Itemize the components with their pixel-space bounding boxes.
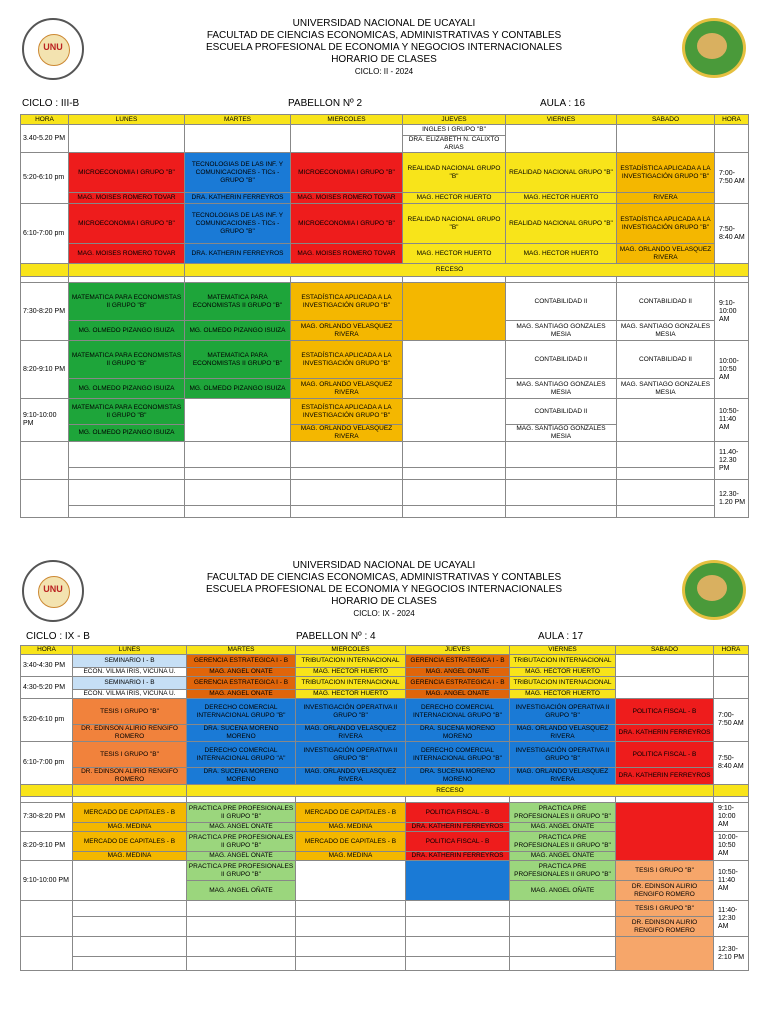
table-row bbox=[21, 480, 749, 506]
schedule-title: HORARIO DE CLASES bbox=[331, 54, 437, 65]
class-cell: INVESTIGACIÓN OPERATIVA II GRUPO "B" bbox=[510, 742, 616, 768]
teacher-cell: DRA. SUCENA MORENO MORENO bbox=[406, 725, 510, 742]
teacher-cell: DR. EDINSON ALIRIO RENGIFO ROMERO bbox=[616, 881, 714, 901]
teacher-cell: MAG. MOISES ROMERO TOVAR bbox=[69, 193, 185, 204]
table-row bbox=[21, 725, 749, 742]
table-row bbox=[21, 768, 749, 785]
class-cell: TESIS I GRUPO "B" bbox=[616, 861, 714, 881]
teacher-cell: DRA. KATHERIN FERREYROS bbox=[616, 768, 714, 785]
teacher-cell: DRA. KATHERIN FERREYROS bbox=[185, 193, 291, 204]
teacher-cell: DR. EDINSON ALIRIO RENGIFO ROMERO bbox=[73, 725, 187, 742]
time-cell: 7:30-8:20 PM bbox=[21, 803, 73, 832]
ciclo-label: CICLO : IX - B bbox=[26, 631, 90, 642]
class-cell: TRIBUTACION INTERNACIONAL bbox=[296, 677, 406, 690]
teacher-cell: MAG. SANTIAGO GONZALES MESIA bbox=[506, 379, 617, 399]
teacher-cell: MAG. MOISES ROMERO TOVAR bbox=[69, 244, 185, 264]
time-cell-right: 9:10-10:00 AM bbox=[714, 803, 749, 832]
time-cell-right: 9:10-10:00 AM bbox=[715, 283, 749, 341]
teacher-cell: MAG. SANTIAGO GONZALES MESIA bbox=[617, 379, 715, 399]
class-cell: ESTADÍSTICA APLICADA A LA INVESTIGACIÓN GRUPO "B" bbox=[291, 283, 403, 321]
teacher-cell: MAG. MOISES ROMERO TOVAR bbox=[291, 244, 403, 264]
schedule-title: HORARIO DE CLASES bbox=[331, 596, 437, 607]
table-row bbox=[21, 861, 749, 881]
teacher-cell: MAG. ORLANDO VELASQUEZ RIVERA bbox=[296, 768, 406, 785]
class-cell: TECNOLOGIAS DE LAS INF. Y COMUNICACIONES - TICs - GRUPO "B" bbox=[185, 204, 291, 244]
class-cell: MATEMATICA PARA ECONOMISTAS II GRUPO "B" bbox=[69, 283, 185, 321]
time-cell: 3:40-4:30 PM bbox=[21, 655, 73, 677]
table-row bbox=[21, 742, 749, 768]
teacher-cell: DRA. SUCENA MORENO MORENO bbox=[406, 768, 510, 785]
class-cell: MICROECONOMIA I GRUPO "B" bbox=[291, 153, 403, 193]
class-cell: TRIBUTACION INTERNACIONAL bbox=[296, 655, 406, 668]
class-cell: INVESTIGACIÓN OPERATIVA II GRUPO "B" bbox=[510, 699, 616, 725]
class-cell: INGLES I GRUPO "B" bbox=[403, 125, 506, 136]
teacher-cell: MAG. ANGEL OÑATE bbox=[510, 823, 616, 832]
header-row bbox=[21, 646, 749, 655]
time-cell: 6:10-7:00 pm bbox=[21, 742, 73, 785]
teacher-cell: DRA. KATHERIN FERREYROS bbox=[406, 823, 510, 832]
school-name: ESCUELA PROFESIONAL DE ECONOMIA Y NEGOCIOS INTERNACIONALES bbox=[205, 42, 562, 53]
faculty-name: FACULTAD DE CIENCIAS ECONOMICAS, ADMINISTRATIVAS Y CONTABLES bbox=[206, 572, 562, 583]
teacher-cell: DR. EDINSON ALIRIO RENGIFO ROMERO bbox=[73, 768, 187, 785]
teacher-cell: RIVERA bbox=[617, 193, 715, 204]
class-cell: REALIDAD NACIONAL GRUPO "B" bbox=[506, 204, 617, 244]
teacher-cell: MAG. HECTOR HUERTO bbox=[506, 244, 617, 264]
col-miercoles: MIERCOLES bbox=[296, 646, 406, 655]
table-row bbox=[21, 655, 749, 668]
teacher-cell: MAG. ANGEL OÑATE bbox=[187, 852, 296, 861]
time-cell: 8:20-9:10 PM bbox=[21, 341, 69, 399]
col-miercoles: MIERCOLES bbox=[291, 115, 403, 125]
table-row bbox=[21, 699, 749, 725]
time-cell-right: 10:00-10:50 AM bbox=[714, 832, 749, 861]
receso-label: RECESO bbox=[185, 264, 715, 277]
time-cell: 8:20-9:10 PM bbox=[21, 832, 73, 861]
time-cell-right: 10:50-11:40 AM bbox=[714, 861, 749, 901]
col-jueves: JUEVES bbox=[406, 646, 510, 655]
teacher-cell: MAG. HECTOR HUERTO bbox=[403, 193, 506, 204]
class-cell: DERECHO COMERCIAL INTERNACIONAL GRUPO "B" bbox=[406, 742, 510, 768]
table-row bbox=[21, 341, 749, 379]
col-viernes: VIERNES bbox=[510, 646, 616, 655]
time-cell: 4:30-5:20 PM bbox=[21, 677, 73, 699]
table-row bbox=[21, 937, 749, 957]
teacher-cell: MAG. HECTOR HUERTO bbox=[403, 244, 506, 264]
class-cell: ESTADÍSTICA APLICADA A LA INVESTIGACIÓN GRUPO "B" bbox=[617, 153, 715, 193]
time-cell-right: 11:40-12:30 AM bbox=[714, 901, 749, 937]
col-hora-right: HORA bbox=[714, 646, 749, 655]
time-cell-right: 12:30-2:10 PM bbox=[714, 937, 749, 971]
class-cell: TESIS I GRUPO "B" bbox=[73, 699, 187, 725]
class-cell: CONTABILIDAD II bbox=[506, 399, 617, 425]
teacher-cell: MAG. ORLANDO VELASQUEZ RIVERA bbox=[617, 244, 715, 264]
teacher-cell: ECON. VILMA IRIS, VICUÑA U. bbox=[73, 668, 187, 677]
teacher-cell: MAG. SANTIAGO GONZALES MESIA bbox=[617, 321, 715, 341]
time-cell: 9:10-10:00 PM bbox=[21, 861, 73, 901]
class-cell: POLITICA FISCAL - B bbox=[406, 832, 510, 852]
col-hora: HORA bbox=[21, 115, 69, 125]
class-cell: REALIDAD NACIONAL GRUPO "B" bbox=[506, 153, 617, 193]
teacher-cell: MG. OLMEDO PIZANGO ISUIZA bbox=[185, 321, 291, 341]
class-cell: POLITICA FISCAL - B bbox=[406, 803, 510, 823]
teacher-cell: MAG. SANTIAGO GONZALES MESIA bbox=[506, 321, 617, 341]
class-cell: MICROECONOMIA I GRUPO "B" bbox=[291, 204, 403, 244]
teacher-cell: MG. OLMEDO PIZANGO ISUIZA bbox=[185, 379, 291, 399]
col-martes: MARTES bbox=[185, 115, 291, 125]
teacher-cell: MAG. HECTOR HUERTO bbox=[506, 193, 617, 204]
class-cell: PRACTICA PRE PROFESIONALES II GRUPO "B" bbox=[510, 803, 616, 823]
teacher-cell: MAG. ANGEL OÑATE bbox=[187, 823, 296, 832]
class-cell: ESTADÍSTICA APLICADA A LA INVESTIGACIÓN GRUPO "B" bbox=[291, 341, 403, 379]
class-cell: CONTABILIDAD II bbox=[506, 341, 617, 379]
table-row bbox=[21, 506, 749, 518]
teacher-cell: DRA. SUCENA MORENO MORENO bbox=[187, 725, 296, 742]
class-cell: GERENCIA ESTRATEGICA I - B bbox=[406, 677, 510, 690]
table-row bbox=[21, 917, 749, 937]
class-cell: MERCADO DE CAPITALES - B bbox=[296, 832, 406, 852]
table-row bbox=[21, 399, 749, 425]
teacher-cell: MAG. HECTOR HUERTO bbox=[296, 690, 406, 699]
time-cell-right: 10:50-11:40 AM bbox=[715, 399, 749, 442]
class-cell: POLITICA FISCAL - B bbox=[616, 699, 714, 725]
class-cell: MATEMATICA PARA ECONOMISTAS II GRUPO "B" bbox=[69, 341, 185, 379]
class-cell: TECNOLOGIAS DE LAS INF. Y COMUNICACIONES - TICs - GRUPO "B" bbox=[185, 153, 291, 193]
time-cell-right: 7:00-7:50 AM bbox=[715, 153, 749, 204]
time-cell: 9:10-10:00 PM bbox=[21, 399, 69, 442]
class-cell: MATEMATICA PARA ECONOMISTAS II GRUPO "B" bbox=[69, 399, 185, 425]
teacher-cell: MAG. MOISES ROMERO TOVAR bbox=[291, 193, 403, 204]
time-cell: 6:10-7:00 pm bbox=[21, 204, 69, 264]
class-cell: TESIS I GRUPO "B" bbox=[616, 901, 714, 917]
time-cell-right: 10:00-10:50 AM bbox=[715, 341, 749, 399]
class-cell: TRIBUTACION INTERNACIONAL bbox=[510, 655, 616, 668]
teacher-cell: MAG. ANGEL OÑATE bbox=[510, 881, 616, 901]
pabellon-label: PABELLON Nº : 4 bbox=[296, 631, 376, 642]
table-row bbox=[21, 803, 749, 823]
teacher-cell: MAG. ORLANDO VELASQUEZ RIVERA bbox=[291, 321, 403, 341]
col-jueves: JUEVES bbox=[403, 115, 506, 125]
teacher-cell: MAG. ANGEL OÑATE bbox=[187, 668, 296, 677]
col-martes: MARTES bbox=[187, 646, 296, 655]
table-row bbox=[21, 204, 749, 244]
time-cell-right: 12.30-1.20 PM bbox=[715, 480, 749, 518]
col-sabado: SABADO bbox=[617, 115, 715, 125]
class-cell: PRACTICA PRE PROFESIONALES II GRUPO "B" bbox=[187, 861, 296, 881]
teacher-cell: MAG. MEDINA bbox=[296, 852, 406, 861]
table-row bbox=[21, 677, 749, 690]
schedule-header bbox=[20, 556, 748, 646]
col-lunes: LUNES bbox=[69, 115, 185, 125]
teacher-cell: DRA. KATHERIN FERREYROS bbox=[406, 852, 510, 861]
teacher-cell: MAG. ANGEL OÑATE bbox=[187, 690, 296, 699]
table-row bbox=[21, 468, 749, 480]
table-row bbox=[21, 442, 749, 468]
table-row bbox=[21, 244, 749, 264]
class-cell: ESTADÍSTICA APLICADA A LA INVESTIGACIÓN GRUPO "B" bbox=[291, 399, 403, 425]
teacher-cell: MG. OLMEDO PIZANGO ISUIZA bbox=[69, 321, 185, 341]
class-cell: DERECHO COMERCIAL INTERNACIONAL GRUPO "B" bbox=[406, 699, 510, 725]
teacher-cell: MAG. ANGEL OÑATE bbox=[406, 668, 510, 677]
time-cell-right: 11.40-12.30 PM bbox=[715, 442, 749, 480]
class-cell: CONTABILIDAD II bbox=[617, 341, 715, 379]
faculty-name: FACULTAD DE CIENCIAS ECONOMICAS, ADMINISTRATIVAS Y CONTABLES bbox=[206, 30, 562, 41]
class-cell: SEMINARIO I - B bbox=[73, 655, 187, 668]
header-row bbox=[21, 115, 749, 125]
teacher-cell: MAG. MEDINA bbox=[296, 823, 406, 832]
class-cell: SEMINARIO I - B bbox=[73, 677, 187, 690]
class-cell: MERCADO DE CAPITALES - B bbox=[296, 803, 406, 823]
class-cell: MATEMATICA PARA ECONOMISTAS II GRUPO "B" bbox=[185, 341, 291, 379]
teacher-cell: DRA. SUCENA MORENO MORENO bbox=[187, 768, 296, 785]
class-cell: GERENCIA ESTRATEGICA I - B bbox=[187, 655, 296, 668]
table-row bbox=[21, 125, 749, 136]
teacher-cell: MAG. MEDINA bbox=[73, 823, 187, 832]
col-hora-right: HORA bbox=[715, 115, 749, 125]
class-cell: MICROECONOMIA I GRUPO "B" bbox=[69, 204, 185, 244]
teacher-cell: MAG. ORLANDO VELASQUEZ RIVERA bbox=[296, 725, 406, 742]
class-cell: POLITICA FISCAL - B bbox=[616, 742, 714, 768]
table-row bbox=[21, 901, 749, 917]
teacher-cell: MAG. ANGEL OÑATE bbox=[187, 881, 296, 901]
teacher-cell: MAG. ANGEL OÑATE bbox=[406, 690, 510, 699]
teacher-cell: DRA. ELIZABETH N. CALIXTO ARIAS bbox=[403, 136, 506, 153]
receso-row bbox=[21, 785, 749, 797]
class-cell: PRACTICA PRE PROFESIONALES II GRUPO "B" bbox=[187, 832, 296, 852]
aula-label: AULA : 17 bbox=[538, 631, 584, 642]
teacher-cell: DRA. KATHERIN FERREYROS bbox=[616, 725, 714, 742]
table-row bbox=[21, 193, 749, 204]
class-cell: TESIS I GRUPO "B" bbox=[73, 742, 187, 768]
school-name: ESCUELA PROFESIONAL DE ECONOMIA Y NEGOCIOS INTERNACIONALES bbox=[205, 584, 562, 595]
class-cell: REALIDAD NACIONAL GRUPO "B" bbox=[403, 153, 506, 193]
class-cell: PRACTICA PRE PROFESIONALES II GRUPO "B" bbox=[510, 861, 616, 881]
class-cell: MICROECONOMIA I GRUPO "B" bbox=[69, 153, 185, 193]
schedule-table bbox=[20, 645, 749, 971]
time-cell: 7:30-8:20 PM bbox=[21, 283, 69, 341]
teacher-cell: MAG. HECTOR HUERTO bbox=[510, 690, 616, 699]
teacher-cell: MAG. ORLANDO VELASQUEZ RIVERA bbox=[291, 425, 403, 442]
class-cell: CONTABILIDAD II bbox=[617, 283, 715, 321]
col-hora: HORA bbox=[21, 646, 73, 655]
class-cell: TRIBUTACION INTERNACIONAL bbox=[510, 677, 616, 690]
class-cell: ESTADÍSTICA APLICADA A LA INVESTIGACIÓN GRUPO "B" bbox=[617, 204, 715, 244]
class-cell: PRACTICA PRE PROFESIONALES II GRUPO "B" bbox=[510, 832, 616, 852]
ciclo-label: CICLO : III-B bbox=[22, 98, 80, 109]
teacher-cell: ECON. VILMA IRIS, VICUÑA U. bbox=[73, 690, 187, 699]
table-row bbox=[21, 379, 749, 399]
university-name: UNIVERSIDAD NACIONAL DE UCAYALI bbox=[292, 560, 476, 571]
time-cell-right: 7:50-8:40 AM bbox=[715, 204, 749, 264]
class-cell: GERENCIA ESTRATEGICA I - B bbox=[187, 677, 296, 690]
class-cell: MATEMATICA PARA ECONOMISTAS II GRUPO "B" bbox=[185, 283, 291, 321]
teacher-cell: MAG. HECTOR HUERTO bbox=[296, 668, 406, 677]
schedule-ciclo-9b bbox=[20, 556, 748, 961]
teacher-cell: MAG. ORLANDO VELASQUEZ RIVERA bbox=[291, 379, 403, 399]
class-cell: REALIDAD NACIONAL GRUPO "B" bbox=[403, 204, 506, 244]
time-cell: 5:20-6:10 pm bbox=[21, 153, 69, 204]
table-row bbox=[21, 321, 749, 341]
receso-label: RECESO bbox=[187, 785, 714, 797]
class-cell: INVESTIGACIÓN OPERATIVA II GRUPO "B" bbox=[296, 742, 406, 768]
teacher-cell: DR. EDINSON ALIRIO RENGIFO ROMERO bbox=[616, 917, 714, 937]
cycle-period: CICLO: IX - 2024 bbox=[353, 609, 415, 618]
university-logo-left: UNU bbox=[22, 560, 84, 622]
aula-label: AULA : 16 bbox=[540, 98, 586, 109]
teacher-cell: MAG. ORLANDO VELASQUEZ RIVERA bbox=[510, 725, 616, 742]
university-logo-left: UNU bbox=[22, 18, 84, 80]
teacher-cell: MAG. MEDINA bbox=[73, 852, 187, 861]
class-cell: INVESTIGACIÓN OPERATIVA II GRUPO "B" bbox=[296, 699, 406, 725]
time-cell-right: 7:50-8:40 AM bbox=[714, 742, 749, 785]
class-cell: MERCADO DE CAPITALES - B bbox=[73, 803, 187, 823]
schedule-header bbox=[20, 14, 748, 114]
teacher-cell: MAG. HECTOR HUERTO bbox=[510, 668, 616, 677]
time-cell: 5:20-6:10 pm bbox=[21, 699, 73, 742]
class-cell: MERCADO DE CAPITALES - B bbox=[73, 832, 187, 852]
teacher-cell: MAG. ORLANDO VELASQUEZ RIVERA bbox=[510, 768, 616, 785]
class-cell: CONTABILIDAD II bbox=[506, 283, 617, 321]
time-cell: 3.40-5.20 PM bbox=[21, 125, 69, 153]
receso-row bbox=[21, 264, 749, 277]
teacher-cell: MG. OLMEDO PIZANGO ISUIZA bbox=[69, 425, 185, 442]
cycle-period: CICLO: II - 2024 bbox=[354, 67, 414, 76]
class-cell: GERENCIA ESTRATEGICA I - B bbox=[406, 655, 510, 668]
table-row bbox=[21, 153, 749, 193]
col-lunes: LUNES bbox=[73, 646, 187, 655]
teacher-cell: DRA. KATHERIN FERREYROS bbox=[185, 244, 291, 264]
teacher-cell: MG. OLMEDO PIZANGO ISUIZA bbox=[69, 379, 185, 399]
university-name: UNIVERSIDAD NACIONAL DE UCAYALI bbox=[292, 18, 476, 29]
pabellon-label: PABELLON Nº 2 bbox=[288, 98, 363, 109]
teacher-cell: MAG. SANTIAGO GONZALES MESIA bbox=[506, 425, 617, 442]
schedule-table bbox=[20, 114, 749, 518]
class-cell: PRACTICA PRE PROFESIONALES II GRUPO "B" bbox=[187, 803, 296, 823]
class-cell: DERECHO COMERCIAL INTERNACIONAL GRUPO "A" bbox=[187, 742, 296, 768]
time-cell-right: 7:00-7:50 AM bbox=[714, 699, 749, 742]
col-viernes: VIERNES bbox=[506, 115, 617, 125]
schedule-ciclo-3b bbox=[20, 14, 748, 506]
table-row bbox=[21, 283, 749, 321]
class-cell: DERECHO COMERCIAL INTERNACIONAL GRUPO "B" bbox=[187, 699, 296, 725]
col-sabado: SABADO bbox=[616, 646, 714, 655]
teacher-cell: MAG. ANGEL OÑATE bbox=[510, 852, 616, 861]
